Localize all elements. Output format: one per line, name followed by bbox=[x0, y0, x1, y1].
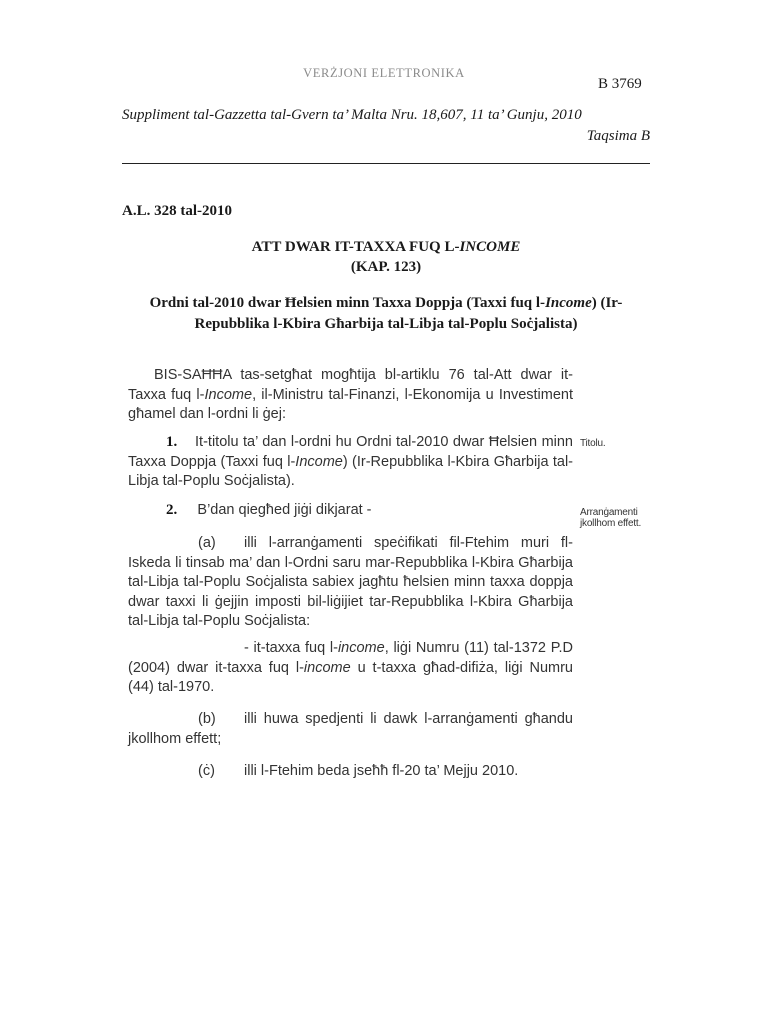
act-title-italic: INCOME bbox=[459, 239, 521, 255]
article-1-part-a: It-titolu ta’ dan l-ordni hu Ordni tal-2010 dwar Ħelsien minn Taxxa Doppja (Taxxi fuq l- bbox=[128, 434, 573, 470]
order-title-part-c: ) (Ir-Repubblika l-Kbira Għarbija tal-Libja tal-Poplu Soċjalista) bbox=[194, 295, 623, 332]
preamble-paragraph bbox=[128, 366, 573, 425]
clause-a-label: (a) bbox=[198, 535, 216, 551]
margin-note-title: Titolu. bbox=[580, 438, 606, 449]
act-title-text: ATT DWAR IT-TAXXA FUQ L- bbox=[251, 239, 460, 255]
article-1-number: 1. bbox=[166, 434, 178, 450]
margin-note-arrangements bbox=[580, 507, 670, 529]
clause-a-text: illi l-arranġamenti speċifikati fil-Ftehim muri fl-Iskeda li tinsab ma’ dan l-Ordni saru mar-Repubblika l-Kbira Għarbija tal-Libja tal-Poplu Soċjalista sabiex jagħtu ħelsien minn taxxa doppja dwar taxxi li ġejjin imposti bil-liġijiet tar-Repubblika l-Kbira Għarbija tal-Libja tal-Poplu Soċjalista: bbox=[128, 535, 573, 629]
clause-c-text: illi l-Ftehim beda jseħħ fl-20 ta’ Mejju 2010. bbox=[244, 763, 519, 779]
header-rule bbox=[122, 163, 650, 164]
clause-b-label: (b) bbox=[198, 711, 216, 727]
tax-item-part-c: , liġi Numru (11) tal-1372 P.D (2004) dwar it-taxxa fuq l- bbox=[128, 640, 573, 676]
electronic-version-label: VERŻJONI ELETTRONIKA bbox=[303, 66, 465, 80]
margin-note-arrangements-line-2: jkollhom effett. bbox=[580, 518, 642, 529]
order-title-part-a: Ordni tal-2010 dwar Ħelsien minn Taxxa Doppja (Taxxi fuq l- bbox=[149, 295, 546, 311]
clause-a bbox=[128, 534, 573, 632]
margin-note-arrangements-line-1: Arranġamenti bbox=[580, 507, 638, 518]
clause-c-label: (ċ) bbox=[198, 763, 215, 779]
clause-b bbox=[128, 710, 573, 749]
preamble-italic: Income bbox=[204, 386, 253, 403]
legal-notice-number: A.L. 328 tal-2010 bbox=[122, 203, 232, 219]
tax-item-italic-2: income bbox=[303, 659, 351, 676]
tax-item-part-a: - it-taxxa fuq l- bbox=[244, 640, 338, 656]
article-1 bbox=[128, 433, 573, 492]
clause-b-text: illi huwa spedjenti li dawk l-arranġamenti għandu jkollhom effett; bbox=[128, 711, 573, 747]
article-2-text: B’dan qiegħed jiġi dikjarat - bbox=[197, 502, 372, 518]
order-title-italic: Income bbox=[545, 295, 592, 311]
order-title bbox=[122, 293, 650, 335]
tax-item-italic-1: income bbox=[337, 640, 385, 656]
page-number: B 3769 bbox=[598, 76, 642, 92]
preamble-part-c: , il-Ministru tal-Finanzi, l-Ekonomija u Investiment għamel dan l-ordni li ġej: bbox=[128, 386, 573, 422]
tax-item-part-e: u t-taxxa għad-difiża, liġi Numru (44) tal-1970. bbox=[128, 659, 573, 695]
gazette-supplement-line: Suppliment tal-Gazzetta tal-Gvern ta’ Malta Nru. 18,607, 11 ta’ Gunju, 2010 bbox=[122, 107, 582, 123]
article-2 bbox=[128, 501, 573, 521]
section-label: Taqsima B bbox=[586, 128, 650, 144]
article-1-italic: Income bbox=[295, 453, 343, 470]
preamble-part-a: BIS-SAĦĦA tas-setgħat mogħtija bl-artiklu 76 tal-Att dwar it-Taxxa fuq l- bbox=[128, 367, 573, 403]
clause-a-tax-item bbox=[128, 639, 573, 698]
clause-c bbox=[128, 762, 573, 782]
article-1-part-c: ) (Ir-Repubblika l-Kbira Għarbija tal-Libja tal-Poplu Soċjalista). bbox=[128, 453, 573, 489]
article-2-number: 2. bbox=[166, 502, 178, 518]
act-title bbox=[122, 237, 650, 277]
chapter-number: (KAP. 123) bbox=[350, 259, 422, 275]
